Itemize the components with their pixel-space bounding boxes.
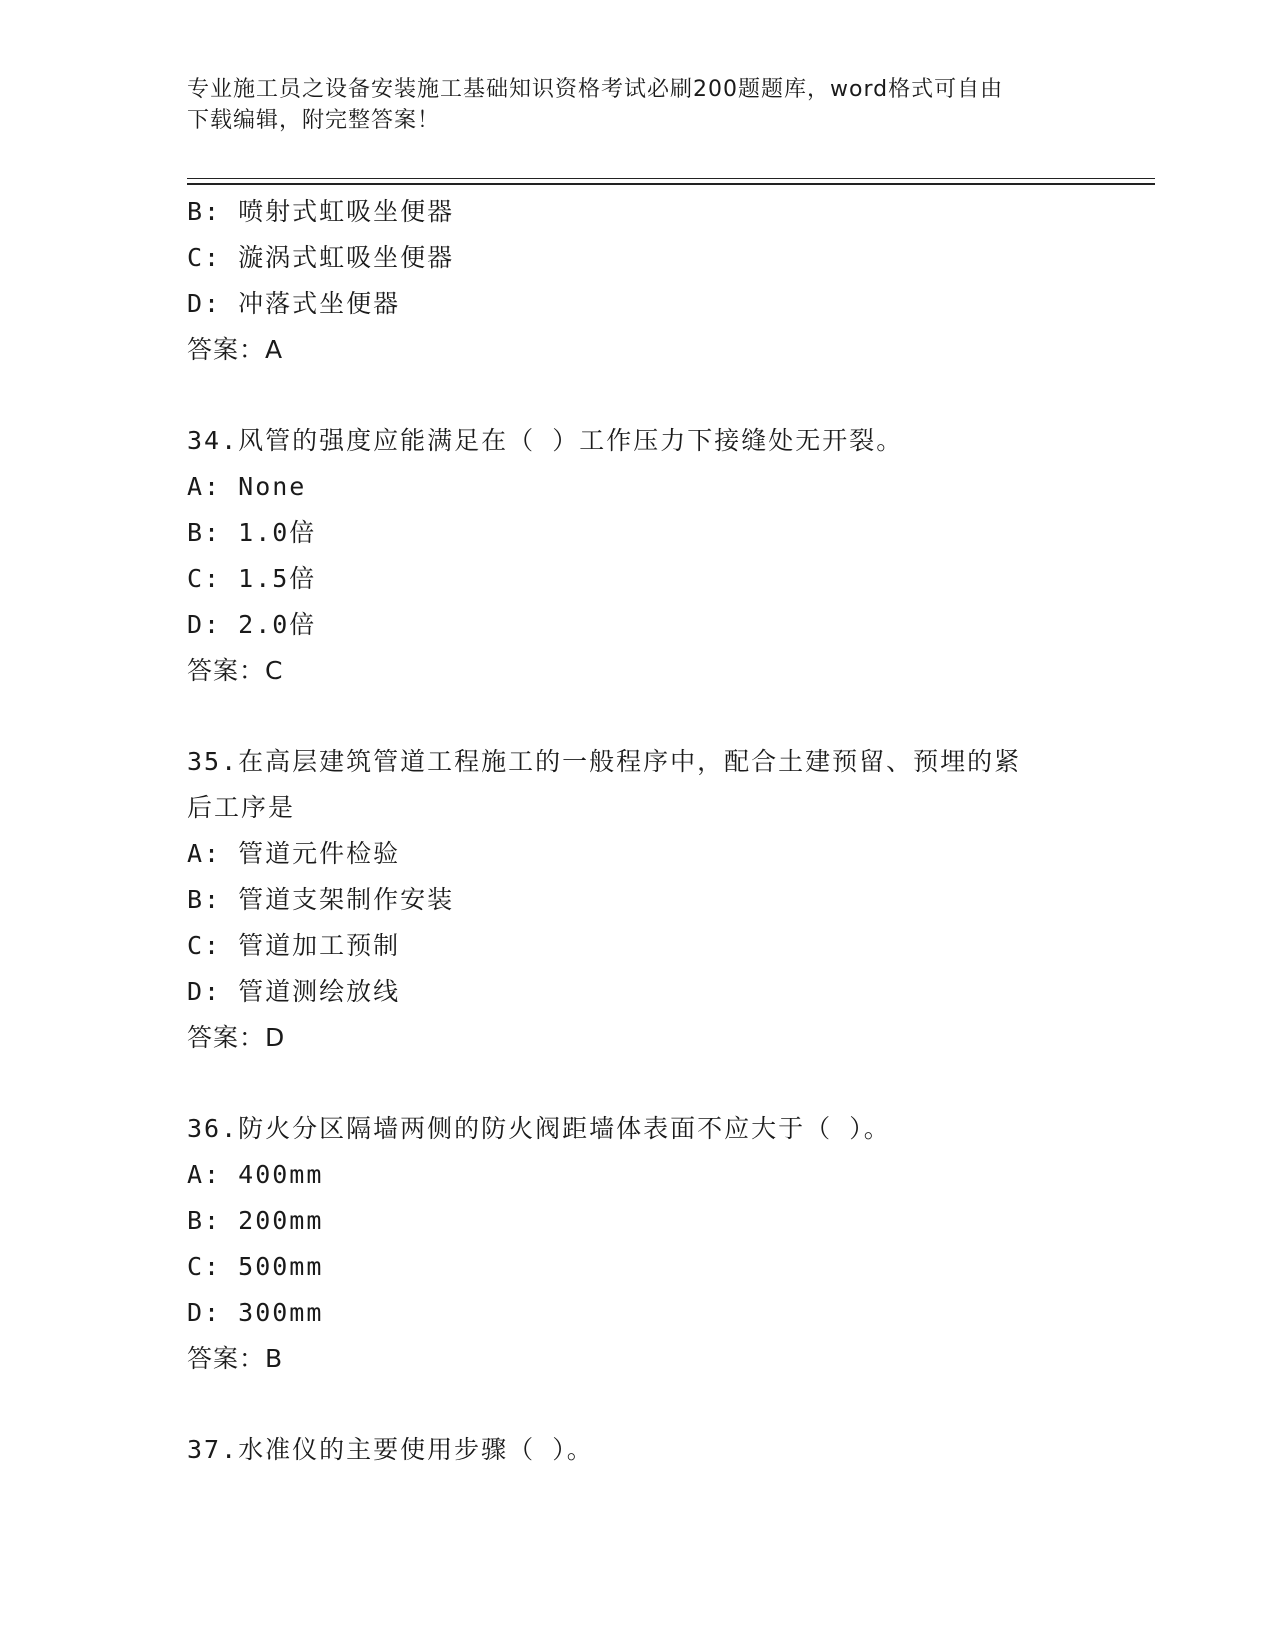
option-d: D: 管道测绘放线: [187, 977, 401, 1006]
header-divider-thin: [187, 178, 1155, 179]
question-36: [187, 1106, 1087, 1382]
header-line-2: 下载编辑，附完整答案！: [187, 108, 441, 133]
option-d: D: 300mm: [187, 1298, 324, 1327]
option-a: A: 管道元件检验: [187, 839, 401, 868]
answer-line: 答案：C: [187, 656, 284, 685]
question-34: [187, 418, 1087, 694]
question-37: [187, 1427, 1087, 1473]
option-c: C: 500mm: [187, 1252, 324, 1281]
option-b: B: 管道支架制作安装: [187, 885, 455, 914]
option-a: A: 400mm: [187, 1160, 324, 1189]
header-divider-thick: [187, 183, 1155, 185]
question-text: 37.水准仪的主要使用步骤（ ）。: [187, 1435, 594, 1464]
option-d: D: 2.0倍: [187, 610, 317, 639]
document-header: [187, 74, 1087, 136]
header-line-1: 专业施工员之设备安装施工基础知识资格考试必刷200题题库，word格式可自由: [187, 77, 1004, 102]
option-b: B: 喷射式虹吸坐便器: [187, 197, 455, 226]
answer-line: 答案：D: [187, 1023, 286, 1052]
question-list: [187, 189, 1087, 1473]
question-text: 36.防火分区隔墙两侧的防火阀距墙体表面不应大于（ ）。: [187, 1114, 891, 1143]
option-b: B: 1.0倍: [187, 518, 317, 547]
option-a: A: None: [187, 472, 307, 501]
option-d: D: 冲落式坐便器: [187, 289, 401, 318]
question-text-line-1: 35.在高层建筑管道工程施工的一般程序中，配合土建预留、预埋的紧: [187, 747, 1022, 776]
question-33-tail: [187, 189, 1087, 373]
option-c: C: 1.5倍: [187, 564, 317, 593]
option-c: C: 管道加工预制: [187, 931, 401, 960]
question-text-line-2: 后工序是: [187, 793, 296, 822]
option-c: C: 漩涡式虹吸坐便器: [187, 243, 455, 272]
answer-line: 答案：B: [187, 1344, 284, 1373]
question-text: 34.风管的强度应能满足在（ ）工作压力下接缝处无开裂。: [187, 426, 904, 455]
answer-line: 答案：A: [187, 335, 284, 364]
option-b: B: 200mm: [187, 1206, 324, 1235]
question-35: [187, 739, 1087, 1061]
